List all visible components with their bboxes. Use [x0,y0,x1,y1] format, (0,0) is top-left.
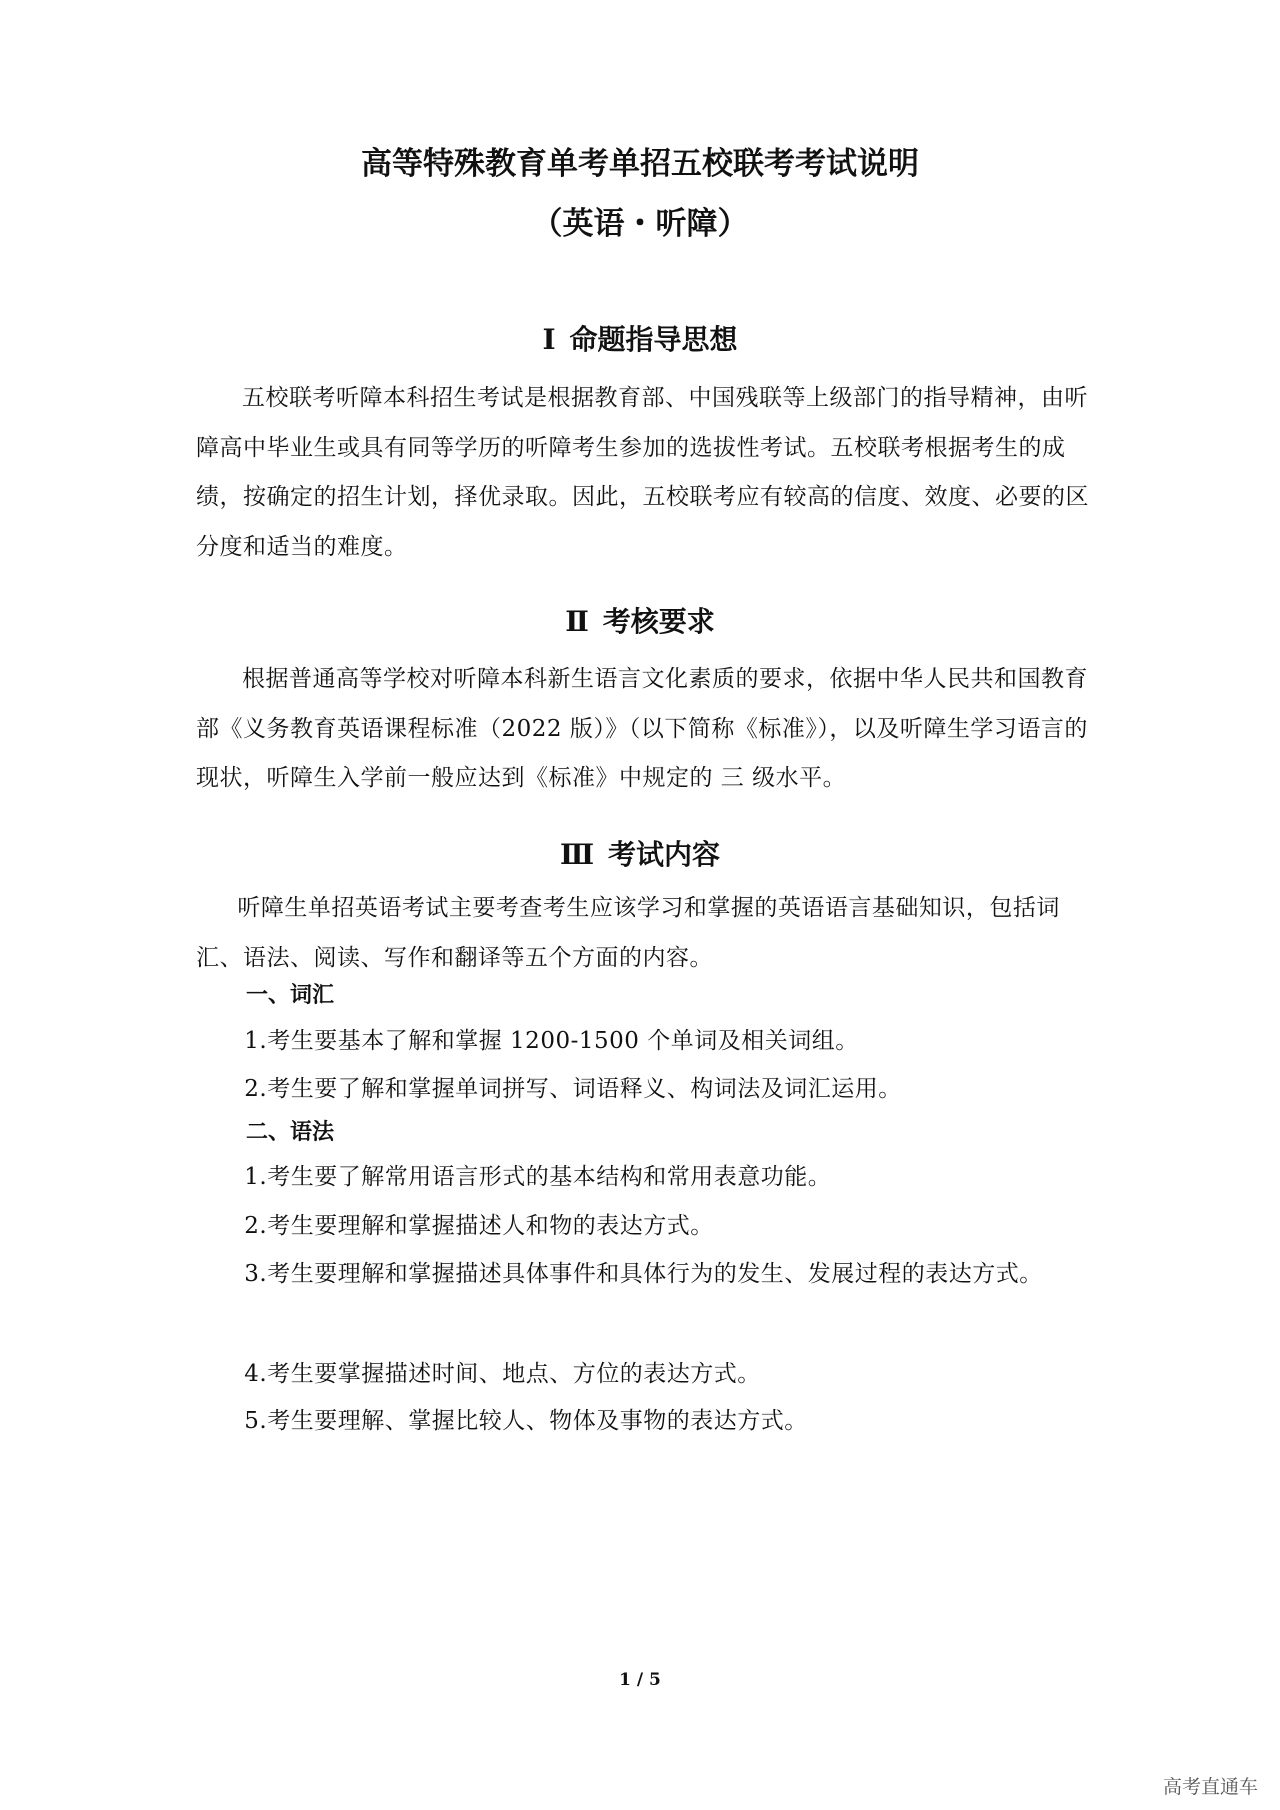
document-title: 高等特殊教育单考单招五校联考考试说明 [361,146,919,182]
section-title: 考核要求 [602,605,715,638]
section-numeral: Ⅲ [559,838,595,871]
list-item: 1.考生要了解常用语言形式的基本结构和常用表意功能。 [244,1164,832,1190]
section-heading-1 [0,322,1280,358]
section-2-paragraph: 根据普通高等学校对听障本科新生语言文化素质的要求，依据中华人民共和国教育部《义务教育英语课程标准（2022 版）》（以下简称《标准》），以及听障生学习语言的现状，听障生入学前一般应达到《标准》中规定的 三 级水平。 [196,666,1088,791]
list-item: 2.考生要理解和掌握描述人和物的表达方式。 [244,1213,714,1239]
section-1-paragraph: 五校联考听障本科招生考试是根据教育部、中国残联等上级部门的指导精神，由听障高中毕业生或具有同等学历的听障考生参加的选拔性考试。五校联考根据考生的成绩，按确定的招生计划，择优录取。因此，五校联考应有较高的信度、效度、必要的区分度和适当的难度。 [196,385,1089,560]
section-title: 考试内容 [608,838,721,871]
document-subtitle: （英语・听障） [531,206,749,242]
section-heading-2 [0,604,1280,640]
list-item: 3.考生要理解和掌握描述具体事件和具体行为的发生、发展过程的表达方式。 [244,1261,1043,1287]
section-3-paragraph: 听障生单招英语考试主要考查考生应该学习和掌握的英语语言基础知识，包括词汇、语法、阅读、写作和翻译等五个方面的内容。 [196,895,1060,971]
list-item: 5.考生要理解、掌握比较人、物体及事物的表达方式。 [244,1408,808,1434]
subsection-heading-grammar: 二、语法 [246,1120,335,1145]
list-item: 4.考生要掌握描述时间、地点、方位的表达方式。 [244,1361,761,1387]
section-title: 命题指导思想 [569,323,738,356]
watermark: 高考直通车 [1162,1776,1258,1798]
page-number: 1 / 5 [619,1670,661,1690]
section-numeral: Ⅱ [565,605,589,638]
section-numeral: Ⅰ [542,323,556,356]
section-heading-3 [0,837,1280,873]
subsection-heading-vocabulary: 一、词汇 [246,983,335,1008]
list-item: 2.考生要了解和掌握单词拼写、词语释义、构词法及词汇运用。 [244,1076,902,1102]
list-item: 1.考生要基本了解和掌握 1200-1500 个单词及相关词组。 [244,1028,859,1054]
